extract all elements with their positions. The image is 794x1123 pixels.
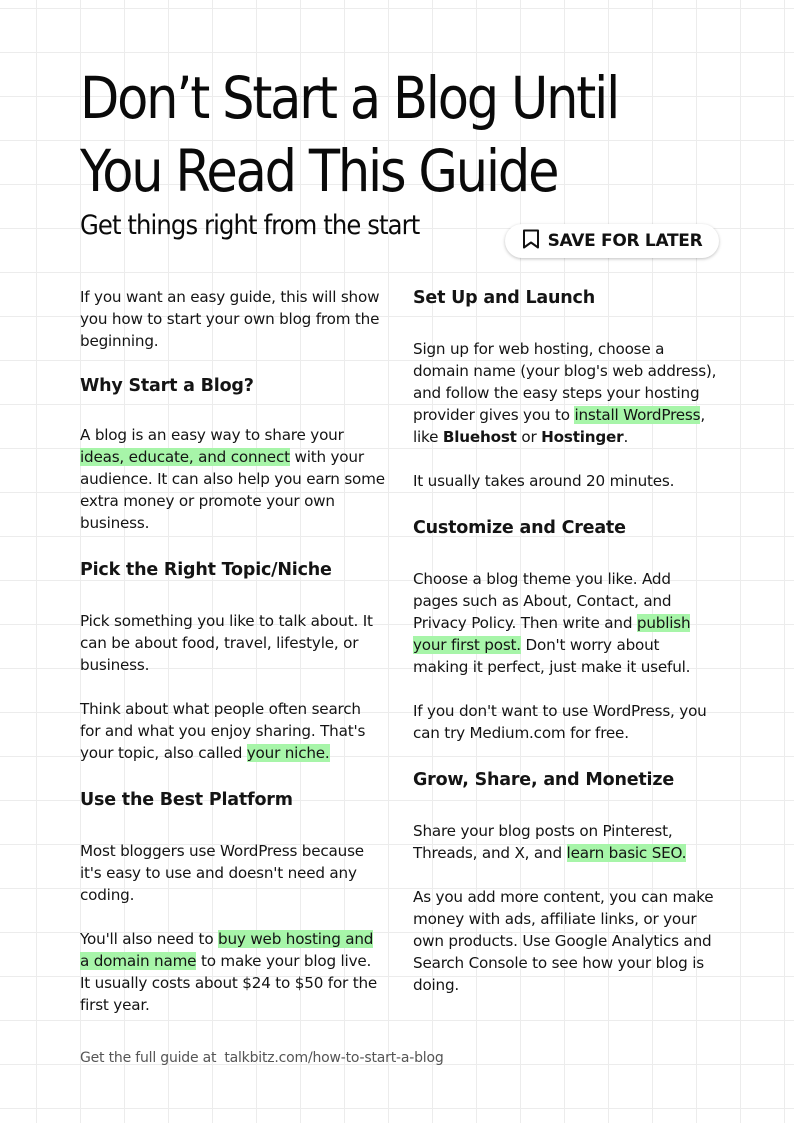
title-line-2: You Read This Guide (80, 137, 558, 205)
platform-highlight: buy web hosting and a domain name (80, 930, 374, 970)
bookmark-icon (522, 229, 540, 253)
save-for-later-label: SAVE FOR LATER (547, 231, 703, 251)
customize-heading: Customize and Create (413, 518, 626, 538)
grow-heading: Grow, Share, and Monetize (413, 770, 674, 790)
platform-paragraph-2 (80, 928, 385, 1016)
why-paragraph (80, 424, 385, 534)
left-column (80, 286, 385, 1016)
platform-text-2: to make your blog live. It usually costs about $24 to $50 for the first year. (80, 952, 378, 1014)
niche-text: Think about what people often search for and what you enjoy sharing. That's your topic, also called (80, 700, 366, 762)
setup-highlight: install WordPress (574, 406, 701, 424)
save-for-later-button[interactable] (505, 224, 719, 258)
page-title (80, 62, 661, 208)
platform-text-1: You'll also need to (80, 930, 219, 948)
title-line-1: Don’t Start a Blog Until (80, 64, 619, 132)
customize-paragraph-2: If you don't want to use WordPress, you can try Medium.com for free. (413, 702, 707, 742)
why-heading: Why Start a Blog? (80, 376, 254, 396)
why-text-2: with your audience. It can also help you earn some extra money or promote your own business. (80, 448, 385, 532)
setup-text-1: Sign up for web hosting, choose a domain name (your blog's web address), and follow the easy steps your hosting provider gives you to (413, 340, 717, 424)
niche-highlight: your niche. (246, 744, 330, 762)
customize-paragraph-1 (413, 568, 718, 678)
setup-paragraph-2: It usually takes around 20 minutes. (413, 472, 675, 490)
bluehost-label: Bluehost (442, 428, 517, 446)
grow-paragraph-1 (413, 820, 718, 864)
intro-paragraph: If you want an easy guide, this will show you how to start your own blog from the beginning. (80, 288, 380, 350)
platform-heading: Use the Best Platform (80, 790, 293, 810)
grow-paragraph-2: As you add more content, you can make money with ads, affiliate links, or your own products. Use Google Analytics and Search Console to see how your blog is doing. (413, 888, 714, 994)
why-text-1: A blog is an easy way to share your (80, 426, 344, 444)
niche-paragraph-1: Pick something you like to talk about. It can be about food, travel, lifestyle, or business. (80, 612, 373, 674)
setup-paragraph-1 (413, 338, 718, 448)
hostinger-label: Hostinger (541, 428, 624, 446)
setup-text-3: or (516, 428, 542, 446)
customize-highlight: publish your first post. (413, 614, 691, 654)
footer-link[interactable]: talkbitz.com/how-to-start-a-blog (224, 1050, 444, 1066)
guide-page (80, 0, 720, 1123)
page-subtitle: Get things right from the start (80, 210, 420, 241)
niche-heading: Pick the Right Topic/Niche (80, 560, 332, 580)
right-column (413, 286, 718, 996)
setup-text-2: , like (413, 406, 705, 446)
why-highlight: ideas, educate, and connect (80, 448, 290, 466)
grow-text: Share your blog posts on Pinterest, Threads, and X, and (413, 822, 673, 862)
setup-heading: Set Up and Launch (413, 288, 595, 308)
niche-paragraph-2 (80, 698, 385, 764)
customize-text-1: Choose a blog theme you like. Add pages such as About, Contact, and Privacy Policy. Then write and (413, 570, 672, 632)
footer (80, 1050, 444, 1066)
setup-text-4: . (623, 428, 629, 446)
customize-text-2: Don't worry about making it perfect, just make it useful. (413, 636, 691, 676)
platform-paragraph-1: Most bloggers use WordPress because it's easy to use and doesn't need any coding. (80, 842, 364, 904)
footer-prefix: Get the full guide at (80, 1050, 217, 1066)
grow-highlight: learn basic SEO. (566, 844, 687, 862)
